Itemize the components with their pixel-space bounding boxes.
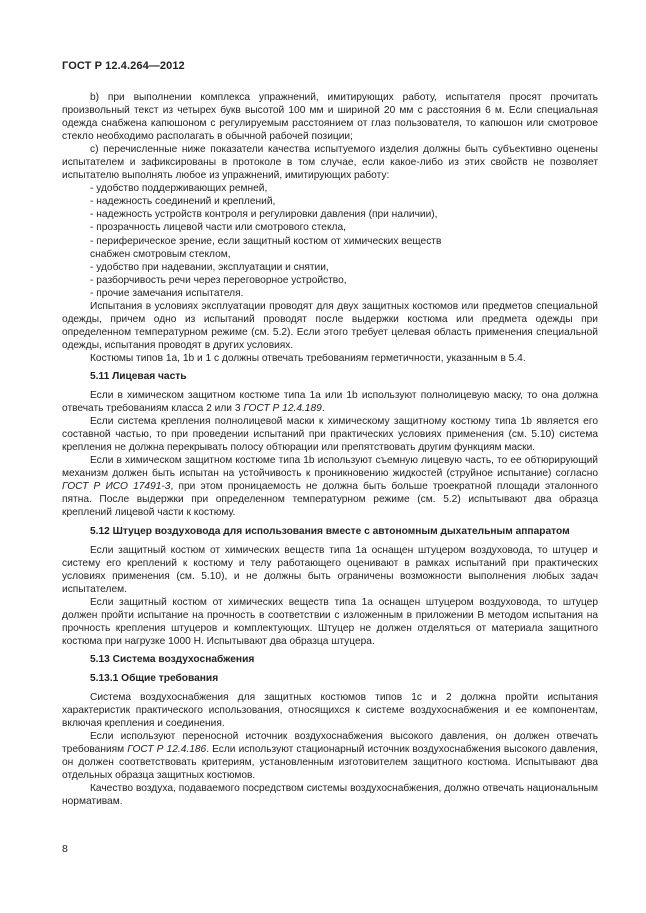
paragraph-5-11-1: Если в химическом защитном костюме типа 1а или 1b используют полнолицевую маску, то она должна отвечать требованиям класса 2 или 3 ГОСТ Р 12.4.189.: [62, 390, 598, 415]
section-heading-5-12: 5.12 Штуцер воздуховода для использования вместе с автономным дыхательным аппаратом: [90, 525, 570, 537]
list-item: - удобство при надевании, эксплуатации и снятии,: [90, 261, 329, 273]
paragraph-5-13-1: Система воздухоснабжения для защитных костюмов типов 1с и 2 должна пройти испытания характеристик практического использования, относящихся к системе воздухоснабжения и ее компонентам, включая крепления и соединения.: [62, 692, 598, 730]
list-item: - надежность устройств контроля и регулировки давления (при наличии),: [90, 209, 438, 221]
paragraph-5-11-2: Если система крепления полнолицевой маски к химическому защитному костюму типа 1b является его составной частью, то при проведении испытаний при практических условиях применения (см. 5.10) система крепления не должна перекрывать полосу обтюрации или препятствовать другим функциям маски.: [62, 416, 598, 454]
paragraph-5-13-3: Качество воздуха, подаваемого посредством системы воздухоснабжения, должно отвечать национальным нормативам.: [62, 783, 598, 808]
paragraph-item-b: b) при выполнении комплекса упражнений, имитирующих работу, испытателя просят прочитать произвольный текст из четырех букв высотой 100 мм и шириной 20 мм с расстояния 6 м. Если специальная одежда снабжена капюшоном с регулируемым расстоянием от глаз пользователя, то капюшон или смотровое стекло необходимо располагать в обычной рабочей позиции;: [62, 92, 598, 143]
list-item: - надежность соединений и креплений,: [90, 196, 276, 208]
standard-reference: ГОСТ Р ИСО 17491-3: [62, 481, 171, 493]
paragraph-costume-types: Костюмы типов 1а, 1b и 1 с должны отвечать требованиям герметичности, указанным в 5.4.: [90, 352, 526, 364]
list-item: - разборчивость речи через переговорное устройство,: [90, 274, 347, 286]
section-heading-5-13: 5.13 Система воздухоснабжения: [90, 653, 255, 665]
list-item: - периферическое зрение, если защитный костюм от химических веществ: [90, 235, 442, 247]
page-number: 8: [62, 843, 68, 855]
paragraph-5-11-3: Если в химическом защитном костюме типа 1b используют съемную лицевую часть, то ее обтюрирующий механизм должен быть испытан на устойчивость к проникновению жидкостей (струйное испытание) согласно ГОСТ Р ИСО 17491-3, при этом проницаемость не должна быть больше троекратной площади эталонного пятна. После выдержки при определенном температурном режиме (см. 5.2) испытывают два образца креплений лицевой части к костюму.: [62, 455, 598, 519]
list-item: - прочие замечания испытателя.: [90, 287, 244, 299]
paragraph-5-12-2: Если защитный костюм от химических веществ типа 1а оснащен штуцером воздуховода, то штуцер должен пройти испытание на прочность в соответствии с изложенным в приложении В методом испытания на прочность крепления штуцеров и комплектующих. Штуцер не должен отделяться от материала защитного костюма при нагрузке 1000 Н. Испытывают два образца штуцера.: [62, 596, 598, 647]
subsection-heading-5-13-1: 5.13.1 Общие требования: [90, 672, 219, 684]
standard-reference: ГОСТ Р 12.4.186: [127, 744, 207, 756]
list-item: снабжен смотровым стеклом,: [90, 248, 231, 260]
list-item: - удобство поддерживающих ремней,: [90, 183, 268, 195]
standard-reference: ГОСТ Р 12.4.189: [243, 403, 322, 415]
paragraph-item-c: с) перечисленные ниже показатели качества испытуемого изделия должны быть субъективно оценены испытателем и зафиксированы в протоколе в том случае, если какое-либо из этих свойств не позволяет испытателю выполнять любое из упражнений, имитирующих работу:: [62, 144, 598, 182]
document-header: ГОСТ Р 12.4.264—2012: [62, 60, 185, 72]
list-item: - прозрачность лицевой части или смотрового стекла,: [90, 222, 346, 234]
document-page: [62, 0, 598, 913]
paragraph-field-tests: Испытания в условиях эксплуатации проводят для двух защитных костюмов или предметов специальной одежды, причем одно из испытаний проводят после выдержки костюма или предмета одежды при определенном температурном режиме (см. 5.2). Если этого требует целевая область применения специальной одежды, испытания проводят в других условиях.: [62, 300, 598, 351]
paragraph-5-13-2: Если используют переносной источник воздухоснабжения высокого давления, он должен отвечать требованиям ГОСТ Р 12.4.186. Если используют стационарный источник воздухоснабжения высокого давления, он должен соответствовать критериям, установленным изготовителем защитного костюма. Испытывают два отдельных образца защитных костюмов.: [62, 731, 599, 782]
section-heading-5-11: 5.11 Лицевая часть: [90, 370, 187, 382]
paragraph-5-12-1: Если защитный костюм от химических веществ типа 1а оснащен штуцером воздуховода, то штуцер и систему его креплений к костюму и телу работающего оценивают в рамках испытаний при практических условиях применения (см. 5.10), и не должны быть ограничены возможности выполнения любых задач испытателем.: [62, 544, 598, 595]
document-body: [62, 91, 598, 808]
